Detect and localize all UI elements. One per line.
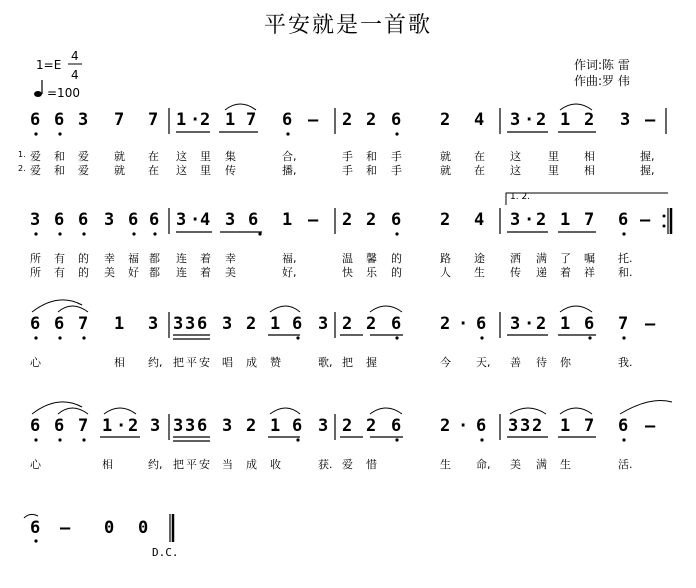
- lyric: 生: [560, 458, 571, 471]
- lyric: 握,: [640, 164, 655, 177]
- note: 6: [292, 416, 303, 436]
- lyric: 在: [474, 164, 485, 177]
- note: 2: [440, 210, 451, 230]
- barlines: [169, 108, 671, 542]
- note: 7: [584, 210, 595, 230]
- note: 2: [440, 416, 451, 436]
- lyric: 安: [199, 458, 210, 471]
- quarter-note-icon: [34, 80, 42, 97]
- lyric: 馨: [366, 252, 377, 265]
- note: 3: [185, 416, 196, 436]
- note: 3: [30, 210, 41, 230]
- note: 6: [78, 210, 89, 230]
- lyric: 握,: [640, 150, 655, 163]
- lyric: 收: [270, 458, 281, 471]
- lyric: 的: [391, 266, 402, 279]
- note: 6: [149, 210, 160, 230]
- lyric: 获.: [318, 458, 333, 471]
- note: 6: [197, 416, 208, 436]
- note: 2: [440, 314, 451, 334]
- lyric: 满: [536, 252, 547, 265]
- tempo-marking: =100: [47, 86, 80, 100]
- note-dot: ·: [190, 110, 201, 130]
- lyric: 天,: [476, 356, 491, 369]
- note: 4: [200, 210, 211, 230]
- note-dot: ·: [116, 416, 127, 436]
- lyric: 着: [200, 266, 211, 279]
- lyric: 集: [225, 150, 236, 163]
- lyric: 递: [536, 266, 547, 279]
- lyric: 的: [391, 252, 402, 265]
- lyric: 成: [246, 458, 257, 471]
- note: 6: [30, 314, 41, 334]
- lyric: 这: [510, 150, 521, 163]
- lyric: 途: [474, 252, 485, 265]
- dash: –: [308, 110, 319, 130]
- lyric: 相: [114, 356, 125, 369]
- lyric: 唱: [222, 356, 233, 369]
- note: 3: [173, 416, 184, 436]
- lyric: 播,: [282, 164, 297, 177]
- note: 6: [197, 314, 208, 334]
- lyricist-credit: 作词:陈 雷: [574, 58, 630, 72]
- lyric: 所: [30, 252, 41, 265]
- lyric: 就: [114, 164, 125, 177]
- lyric: 合,: [282, 150, 297, 163]
- lyric: 安: [199, 356, 210, 369]
- note: 3: [78, 110, 89, 130]
- note: 3: [508, 416, 519, 436]
- lyric: 着: [200, 252, 211, 265]
- lyric: 手: [391, 164, 402, 177]
- note: 4: [474, 210, 485, 230]
- lyric: 和.: [618, 266, 633, 279]
- note: 1: [560, 314, 571, 334]
- dash: –: [645, 416, 656, 436]
- note: 6: [618, 210, 629, 230]
- note: 2: [342, 314, 353, 334]
- lyric: 传: [225, 164, 236, 177]
- lyric: 约,: [148, 458, 163, 471]
- note: 7: [78, 314, 89, 334]
- lyric: 待: [536, 356, 547, 369]
- note: 6: [282, 110, 293, 130]
- lyric: 这: [176, 150, 187, 163]
- lyric: 这: [176, 164, 187, 177]
- note: 3: [150, 416, 161, 436]
- note: 3: [225, 210, 236, 230]
- note: 3: [510, 210, 521, 230]
- composer-credit: 作曲:罗 伟: [574, 74, 630, 88]
- note: 2: [584, 110, 595, 130]
- note: 1: [102, 416, 113, 436]
- note: 6: [391, 110, 402, 130]
- note: 2: [366, 110, 377, 130]
- lyric: 的: [78, 266, 89, 279]
- lyric: 心: [30, 356, 41, 369]
- lyric: 嘱: [584, 252, 595, 265]
- note: 2: [342, 110, 353, 130]
- lyric: 里: [548, 150, 559, 163]
- note: 6: [30, 416, 41, 436]
- lyric: 爱: [78, 150, 89, 163]
- lyric: 就: [440, 164, 451, 177]
- note-dot: ·: [524, 314, 535, 334]
- note: 3: [222, 314, 233, 334]
- lyric: 乐: [366, 266, 377, 279]
- note: 6: [54, 110, 65, 130]
- time-sig-bottom: 4: [71, 68, 79, 82]
- lyric: 祥: [584, 266, 595, 279]
- lyric: 满: [536, 458, 547, 471]
- note: 3: [318, 314, 329, 334]
- note: 1: [225, 110, 236, 130]
- note: 6: [292, 314, 303, 334]
- lyric: 我.: [618, 356, 633, 369]
- lyric: 都: [149, 252, 160, 265]
- lyric: 人: [440, 266, 451, 279]
- note: 3: [185, 314, 196, 334]
- note: 7: [618, 314, 629, 334]
- note: 2: [366, 210, 377, 230]
- lyric: 就: [114, 150, 125, 163]
- note: 3: [520, 416, 531, 436]
- note: 2: [246, 416, 257, 436]
- da-capo-mark: D.C.: [152, 546, 179, 559]
- lyric: 爱: [30, 150, 41, 163]
- note: 6: [391, 314, 402, 334]
- note: 3: [510, 314, 521, 334]
- note: 1: [270, 416, 281, 436]
- note: 3: [173, 314, 184, 334]
- dash: –: [308, 210, 319, 230]
- note-dot: ·: [458, 314, 469, 334]
- lyric: 爱: [78, 164, 89, 177]
- lyric: 美: [104, 266, 115, 279]
- lyric: 了: [560, 252, 571, 265]
- lyric: 美: [510, 458, 521, 471]
- note: 6: [54, 314, 65, 334]
- lyric: 福: [128, 252, 139, 265]
- note: 6: [391, 210, 402, 230]
- lyric: 平: [186, 356, 197, 369]
- lyric: 生: [474, 266, 485, 279]
- ending-bracket-label: 1. 2.: [510, 192, 531, 202]
- lyric: 连: [176, 252, 187, 265]
- note: 1: [560, 110, 571, 130]
- lyric: 相: [102, 458, 113, 471]
- note: 6: [584, 314, 595, 334]
- lyric: 里: [548, 164, 559, 177]
- lyric: 温: [342, 252, 353, 265]
- lyric: 所: [30, 266, 41, 279]
- note: 1: [560, 416, 571, 436]
- note: 1: [176, 110, 187, 130]
- lyric: 相: [584, 164, 595, 177]
- note: 6: [30, 518, 41, 538]
- lyric: 歌,: [318, 356, 333, 369]
- lyric: 今: [440, 356, 451, 369]
- rest: 0: [104, 518, 115, 538]
- note: 2: [342, 210, 353, 230]
- lyric: 在: [474, 150, 485, 163]
- note: 2: [128, 416, 139, 436]
- note: 6: [391, 416, 402, 436]
- dash: –: [60, 518, 71, 538]
- note: 2: [532, 416, 543, 436]
- lyric: 好: [128, 266, 139, 279]
- note-dot: ·: [524, 110, 535, 130]
- lyric: 托.: [618, 252, 633, 265]
- note: 2: [366, 314, 377, 334]
- lyric: 的: [78, 252, 89, 265]
- lyric: 有: [54, 266, 65, 279]
- lyric: 幸: [225, 252, 236, 265]
- lyric: 把: [342, 356, 353, 369]
- note: 3: [222, 416, 233, 436]
- note: 2: [246, 314, 257, 334]
- note: 6: [128, 210, 139, 230]
- lyric: 心: [30, 458, 41, 471]
- note: 3: [148, 314, 159, 334]
- note: 1: [560, 210, 571, 230]
- lyric: 成: [246, 356, 257, 369]
- note: 7: [78, 416, 89, 436]
- dash: –: [645, 110, 656, 130]
- lyric: 连: [176, 266, 187, 279]
- note: 1: [114, 314, 125, 334]
- note: 6: [618, 416, 629, 436]
- lyric: 善: [510, 356, 521, 369]
- lyric: 和: [366, 150, 377, 163]
- note: 6: [54, 416, 65, 436]
- note: 4: [474, 110, 485, 130]
- note: 6: [476, 314, 487, 334]
- note: 7: [148, 110, 159, 130]
- lyric: 手: [391, 150, 402, 163]
- lyric: 生: [440, 458, 451, 471]
- note: 7: [584, 416, 595, 436]
- note-dot: ·: [524, 210, 535, 230]
- lyric: 就: [440, 150, 451, 163]
- note: 2: [342, 416, 353, 436]
- lyric: 平: [186, 458, 197, 471]
- note: 6: [30, 110, 41, 130]
- lyric: 在: [148, 150, 159, 163]
- lyric: 你: [560, 356, 571, 369]
- song-title: 平安就是一首歌: [263, 13, 432, 38]
- note: 3: [318, 416, 329, 436]
- lyric: 快: [342, 266, 353, 279]
- lyric: 里: [200, 164, 211, 177]
- lyric: 和: [54, 150, 65, 163]
- note: 2: [366, 416, 377, 436]
- lyric: 手: [342, 150, 353, 163]
- time-sig-top: 4: [71, 49, 79, 63]
- lyric: 活.: [618, 458, 633, 471]
- note: 2: [200, 110, 211, 130]
- lyric: 和: [54, 164, 65, 177]
- note-dot: ·: [190, 210, 201, 230]
- lyric: 着: [560, 266, 571, 279]
- lyric: 里: [200, 150, 211, 163]
- lyric: 有: [54, 252, 65, 265]
- note: 6: [248, 210, 259, 230]
- lyric: 都: [149, 266, 160, 279]
- lyric: 当: [222, 458, 233, 471]
- note: 1: [270, 314, 281, 334]
- lyric: 惜: [366, 458, 377, 471]
- rest: 0: [138, 518, 149, 538]
- note-dot: ·: [458, 416, 469, 436]
- lyric: 约,: [148, 356, 163, 369]
- lyric: 美: [225, 266, 236, 279]
- lyric: 把: [173, 356, 184, 369]
- note: 3: [176, 210, 187, 230]
- lyric: 爱: [342, 458, 353, 471]
- note: 7: [246, 110, 257, 130]
- lyric: 路: [440, 252, 451, 265]
- verse-marker-2: 2.: [18, 164, 26, 173]
- note: 7: [114, 110, 125, 130]
- lyric: 把: [173, 458, 184, 471]
- note: 6: [54, 210, 65, 230]
- note: 3: [104, 210, 115, 230]
- lyric: 握: [366, 356, 377, 369]
- lyric: 和: [366, 164, 377, 177]
- lyric: 传: [510, 266, 521, 279]
- lyric: 手: [342, 164, 353, 177]
- verse-marker-1: 1.: [18, 150, 26, 159]
- lyric: 相: [584, 150, 595, 163]
- note: 2: [440, 110, 451, 130]
- note: 1: [282, 210, 293, 230]
- lyric: 爱: [30, 164, 41, 177]
- lyric: 这: [510, 164, 521, 177]
- dash: –: [640, 210, 651, 230]
- lyric: 赞: [270, 356, 281, 369]
- lyric: 命,: [476, 458, 491, 471]
- lyric: 福,: [282, 252, 297, 265]
- lyric: 好,: [282, 266, 297, 279]
- note: 2: [536, 314, 547, 334]
- key-signature: 1=E: [36, 58, 62, 72]
- note: 3: [510, 110, 521, 130]
- lyric: 洒: [510, 252, 521, 265]
- note: 3: [620, 110, 631, 130]
- note: 6: [476, 416, 487, 436]
- lyric: 在: [148, 164, 159, 177]
- dash: –: [645, 314, 656, 334]
- note: 2: [536, 110, 547, 130]
- lyric: 幸: [104, 252, 115, 265]
- note: 2: [536, 210, 547, 230]
